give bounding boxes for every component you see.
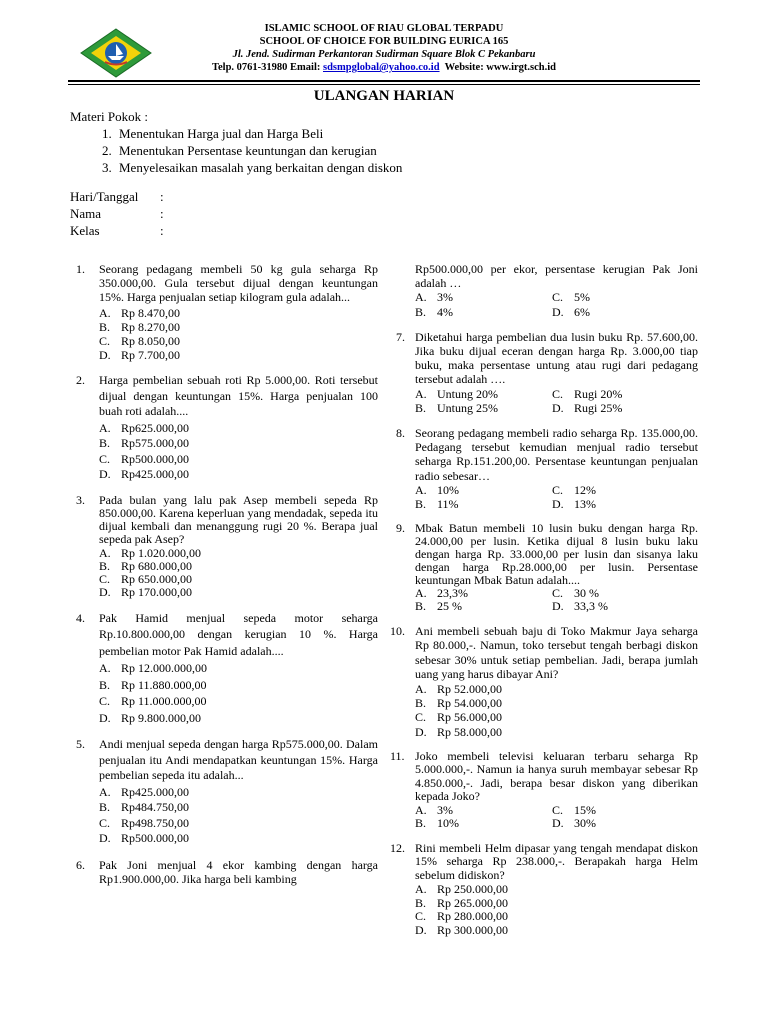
letterhead (0, 22, 768, 74)
question-11: 11. Joko membeli televisi keluaran terbaru seharga Rp 5.000.000,-. Namun ia hanya suruh membayar sebesar Rp 4.850.000,-. Jadi, berapa besar diskon yang diberikan kepada Joko? A. 3% C. 15% B. 10% D. 30% (390, 748, 698, 831)
question-text: Pada bulan yang lalu pak Asep membeli sepeda Rp 850.000,00. Karena keperluan yang mendadak, sepeda itu dijual kembali dan menanggung rugi 20 %. Berapa jual sepeda pak Asep? (99, 492, 378, 546)
question-2: 2. Harga pembelian sebuah roti Rp 5.000,00. Roti tersebut dijual dengan keuntungan 15%. Harga penjualan 100 buah roti adalah.... A. Rp625.000,00 B. Rp575.000,00 C. Rp500.000,00 D. Rp425.000,00 (76, 373, 378, 482)
answer-option: A. 3% (415, 290, 453, 305)
answer-option: C. Rp500.000,00 (99, 451, 190, 466)
answer-option: B. 11% (415, 497, 459, 512)
question-text: Mbak Batun membeli 10 lusin buku dengan harga Rp. 24.000,00 per lusin. Ketika dijual 8 lusin buku laku dengan harga Rp. 33.000,00 per lusin dan sisanya laku dengan harga Rp.28.000,00 per lusin. Persentase keuntungan Mbak Batun adalah.... (415, 521, 698, 588)
answer-option: A. Rp425.000,00 (99, 784, 190, 799)
page-title: ULANGAN HARIAN (313, 88, 455, 104)
answer-option: B. Untung 25% (415, 400, 498, 415)
question-text: Seorang pedagang membeli radio seharga Rp. 135.000,00. Pedagang tersebut kemudian menjual radio tersebut seharga Rp.151.200,00. Persentase keuntungan penjualan radio sebesar… (415, 426, 698, 483)
question-text: Harga pembelian sebuah roti Rp 5.000,00. Roti tersebut dijual dengan keuntungan 15%. Harga penjualan 100 buah roti adalah.... (99, 373, 378, 419)
question-7: 7. Diketahui harga pembelian dua lusin buku Rp. 57.600,00. Jika buku dijual eceran dengan harga Rp. 3.000,00 tiap buku, maka persentase untung atau rugi dari pedagang tersebut adalah …. A. Untung 20% C. Rugi 20% B. Untung 25% D. Rugi 25% (396, 329, 698, 415)
answer-option: D. 30% (552, 816, 596, 831)
question-3: 3. Pada bulan yang lalu pak Asep membeli sepeda Rp 850.000,00. Karena keperluan yang mendadak, sepeda itu dijual kembali dan menanggung rugi 20 %. Berapa jual sepeda pak Asep? A. Rp 1.020.000,00 B. Rp 680.000,00 C. Rp 650.000,00 D. Rp 170.000,00 (76, 492, 378, 599)
answer-option: A. Rp 8.470,00 (99, 305, 181, 320)
answer-option: B. Rp575.000,00 (99, 436, 190, 451)
answer-option: B. 10% (415, 816, 459, 831)
answer-option: C. Rugi 20% (552, 386, 623, 401)
email-link[interactable]: sdsmpglobal@yahoo.co.id (323, 62, 440, 73)
question-6: 6. Pak Joni menjual 4 ekor kambing dengan harga Rp1.900.000,00. Jika harga beli kambing (76, 857, 378, 887)
website-text: Website: www.irgt.sch.id (444, 62, 557, 73)
answer-option: B. Rp 265.000,00 (415, 895, 509, 910)
answer-option: A. Rp 12.000.000,00 (99, 661, 208, 676)
question-text: Pak Hamid menjual sepeda motor seharga Rp.10.800.000,00 dengan kerugian 10 %. Harga pembelian motor Pak Hamid adalah.... (99, 610, 378, 658)
answer-option: C. Rp 650.000,00 (99, 571, 193, 586)
question-5: 5. Andi menjual sepeda dengan harga Rp575.000,00. Dalam penjualan itu Andi mendapatkan keuntungan 15%. Harga pembelian sepeda itu adalah... A. Rp425.000,00 B. Rp484.750,00 C. Rp498.750,00 D. Rp500.000,00 (76, 737, 378, 846)
answer-option: B. 25 % (415, 599, 462, 614)
answer-option: C. 30 % (552, 586, 599, 601)
answer-option: B. 4% (415, 304, 453, 319)
answer-option: D. Rp 7.700,00 (99, 348, 181, 363)
question-text: Pak Joni menjual 4 ekor kambing dengan harga Rp1.900.000,00. Jika harga beli kambing (99, 857, 378, 887)
question-text: Rp500.000,00 per ekor, persentase kerugian Pak Joni adalah … (415, 262, 698, 291)
question-10: 10. Ani membeli sebuah baju di Toko Makmur Jaya seharga Rp 80.000,-. Namun, toko tersebut tengah berbagi diskon sebesar 30% untuk setiap pembelian. Jadi, berapa jumlah uang yang harus dibayar Ani? A. Rp 52.000,00 B. Rp 54.000,00 C. Rp 56.000,00 D. Rp 58.000,00 (390, 624, 698, 739)
answer-option: D. Rp425.000,00 (99, 467, 190, 482)
question-6-continued (393, 262, 698, 319)
question-8: 8. Seorang pedagang membeli radio seharga Rp. 135.000,00. Pedagang tersebut kemudian menjual radio tersebut seharga Rp.151.200,00. Persentase keuntungan penjualan radio sebesar… A. 10% C. 12% B. 11% D. 13% (396, 426, 698, 512)
header-rule-thick (68, 80, 700, 82)
materi-item: 1. Menentukan Harga jual dan Harga Beli (115, 125, 402, 142)
answer-option: A. 10% (415, 482, 459, 497)
answer-option: C. 15% (552, 802, 596, 817)
answer-option: C. Rp 8.050,00 (99, 334, 181, 349)
answer-option: A. 23,3% (415, 586, 468, 601)
student-identity: Hari/Tanggal : Nama : Kelas : (70, 189, 164, 238)
identity-label: Kelas (70, 223, 100, 238)
answer-option: C. 12% (552, 482, 596, 497)
identity-label: Hari/Tanggal (70, 189, 139, 204)
answer-option: D. Rp 58.000,00 (415, 724, 503, 739)
answer-option: C. 5% (552, 290, 590, 305)
answer-option: D. 33,3 % (552, 599, 608, 614)
answer-option: B. Rp484.750,00 (99, 800, 190, 815)
answer-option: A. Rp 52.000,00 (415, 682, 503, 697)
answer-option: C. Rp 11.000.000,00 (99, 694, 207, 709)
answer-option: D. Rp 300.000,00 (415, 922, 509, 937)
questions-left-column (70, 262, 378, 897)
answer-option: A. Untung 20% (415, 386, 498, 401)
question-text: Seorang pedagang membeli 50 kg gula seharga Rp 350.000,00. Gula tersebut dijual dengan keuntungan 15%. Harga penjualan setiap kilogram gula adalah... (99, 262, 378, 305)
answer-option: C. Rp 280.000,00 (415, 909, 509, 924)
question-text: Diketahui harga pembelian dua lusin buku Rp. 57.600,00. Jika buku dijual eceran dengan harga Rp. 3.000,00 tiap buku, maka persentase untung atau rugi dari pedagang tersebut adalah …. (415, 329, 698, 387)
school-name: ISLAMIC SCHOOL OF RIAU GLOBAL TERPADU (264, 23, 504, 34)
question-text: Andi menjual sepeda dengan harga Rp575.000,00. Dalam penjualan itu Andi mendapatkan keuntungan 15%. Harga pembelian sepeda itu adalah... (99, 737, 378, 783)
answer-option: B. Rp 8.270,00 (99, 319, 181, 334)
questions-right-column (390, 262, 698, 948)
materi-item: 3. Menyelesaikan masalah yang berkaitan dengan diskon (115, 159, 402, 176)
contact-line (0, 61, 768, 74)
answer-option: B. Rp 54.000,00 (415, 696, 503, 711)
materi-item: 2. Menentukan Persentase keuntungan dan kerugian (115, 142, 402, 159)
answer-option: C. Rp 56.000,00 (415, 710, 503, 725)
question-9: 9. Mbak Batun membeli 10 lusin buku dengan harga Rp. 24.000,00 per lusin. Ketika dijual 8 lusin buku laku dengan harga Rp. 33.000,00 per lusin dan sisanya laku dengan harga Rp.28.000,00 per lusin. Persentase keuntungan Mbak Batun adalah.... A. 23,3% C. 30 % B. 25 % D. 33,3 % (396, 521, 698, 614)
question-12: 12. Rini membeli Helm dipasar yang tengah mendapat diskon 15% seharga Rp 238.000,-. Berapakah harga Helm sebelum didiskon? A. Rp 250.000,00 B. Rp 265.000,00 C. Rp 280.000,00 D. Rp 300.000,00 (390, 840, 698, 937)
question-4: 4. Pak Hamid menjual sepeda motor seharga Rp.10.800.000,00 dengan kerugian 10 %. Harga pembelian motor Pak Hamid adalah.... A. Rp 12.000.000,00 B. Rp 11.880.000,00 C. Rp 11.000.000,00 D. Rp 9.800.000,00 (76, 610, 378, 725)
materi-label: Materi Pokok : (70, 109, 148, 124)
answer-option: C. Rp498.750,00 (99, 815, 190, 830)
answer-option: D. Rp 170.000,00 (99, 584, 193, 599)
telp-label: Telp. 0761-31980 Email: (211, 62, 321, 73)
question-text: Ani membeli sebuah baju di Toko Makmur Jaya seharga Rp 80.000,-. Namun, toko tersebut tengah berbagi diskon sebesar 30% untuk setiap pembelian. Jadi, berapa jumlah uang yang harus dibayar Ani? (415, 624, 698, 681)
question-text: Rini membeli Helm dipasar yang tengah mendapat diskon 15% seharga Rp 238.000,-. Berapakah harga Helm sebelum didiskon? (415, 840, 698, 882)
answer-option: B. Rp 11.880.000,00 (99, 677, 207, 692)
answer-option: D. 13% (552, 497, 596, 512)
question-1: 1. Seorang pedagang membeli 50 kg gula seharga Rp 350.000,00. Gula tersebut dijual dengan keuntungan 15%. Harga penjualan setiap kilogram gula adalah... A. Rp 8.470,00 B. Rp 8.270,00 C. Rp 8.050,00 D. Rp 7.700,00 (76, 262, 378, 363)
answer-option: A. 3% (415, 802, 453, 817)
school-address: Jl. Jend. Sudirman Perkantoran Sudirman Square Blok C Pekanbaru (232, 49, 536, 60)
answer-option: A. Rp 250.000,00 (415, 882, 509, 897)
materi-pokok (70, 108, 402, 176)
identity-label: Nama (70, 206, 102, 221)
answer-option: B. Rp 680.000,00 (99, 558, 193, 573)
answer-option: D. Rp 9.800.000,00 (99, 710, 202, 725)
answer-option: D. 6% (552, 304, 590, 319)
answer-option: D. Rp500.000,00 (99, 831, 190, 846)
answer-option: D. Rugi 25% (552, 400, 623, 415)
answer-option: A. Rp625.000,00 (99, 420, 190, 435)
question-text: Joko membeli televisi keluaran terbaru seharga Rp 5.000.000,-. Namun ia hanya suruh membayar sebesar Rp 4.850.000,-. Jadi, berapa besar diskon yang diberikan kepada Joko? (415, 748, 698, 804)
school-tagline: SCHOOL OF CHOICE FOR BUILDING EURICA 165 (259, 36, 509, 47)
answer-option: A. Rp 1.020.000,00 (99, 545, 202, 560)
header-rule-thin (68, 84, 700, 85)
